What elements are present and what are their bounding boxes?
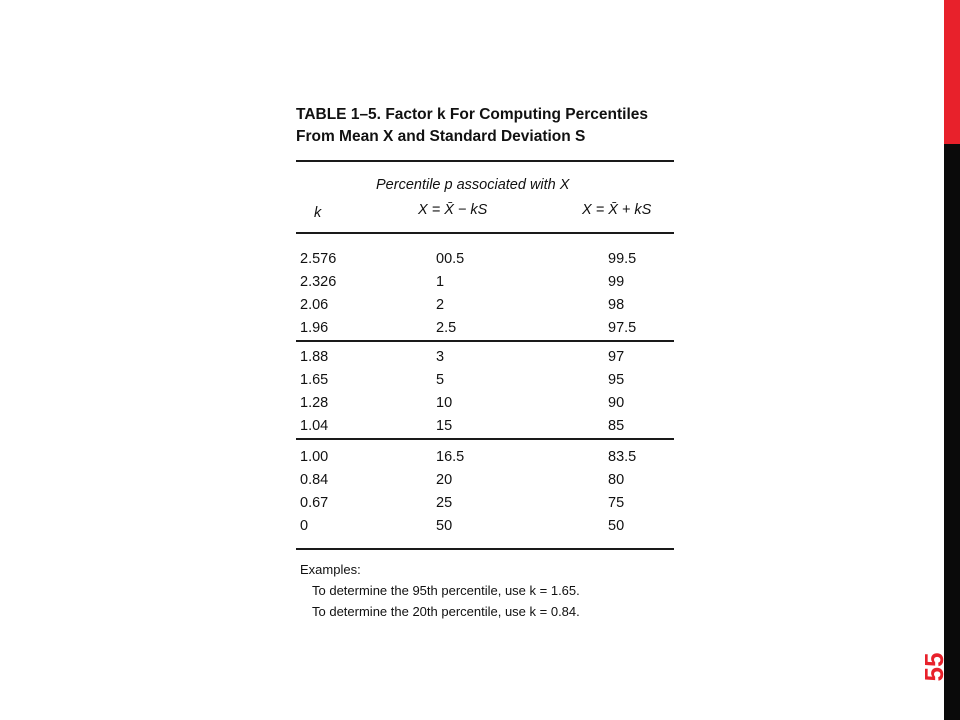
table-title-line-1 xyxy=(296,104,676,126)
examples-block xyxy=(300,559,580,622)
cell-k: 0 xyxy=(300,518,309,534)
cell-p-minus: 2 xyxy=(436,297,445,313)
cell-k: 1.88 xyxy=(300,349,329,365)
cell-p-minus: 00.5 xyxy=(436,251,465,267)
table-title-line-2: From Mean X and Standard Deviation S xyxy=(296,128,586,145)
cell-k: 1.28 xyxy=(300,395,329,411)
cell-p-plus: 85 xyxy=(608,418,625,434)
cell-k: 0.84 xyxy=(300,472,329,488)
cell-k: 0.67 xyxy=(300,495,329,511)
cell-k: 1.96 xyxy=(300,320,329,336)
cell-p-plus: 95 xyxy=(608,372,625,388)
header-col-minus: X = X̄ − kS xyxy=(418,202,488,218)
group-rule-1 xyxy=(296,340,674,342)
group-rule-2 xyxy=(296,438,674,440)
cell-p-plus: 75 xyxy=(608,495,625,511)
cell-k: 2.576 xyxy=(300,251,337,267)
header-col-plus: X = X̄ + kS xyxy=(582,202,652,218)
example-line-2: To determine the 20th percentile, use k = 0.84. xyxy=(312,604,580,619)
examples-label: Examples: xyxy=(300,562,361,577)
cell-p-plus: 50 xyxy=(608,518,625,534)
cell-p-minus: 16.5 xyxy=(436,449,465,465)
table-title xyxy=(296,104,676,148)
example-line-1: To determine the 95th percentile, use k = 1.65. xyxy=(312,583,580,598)
cell-p-minus: 5 xyxy=(436,372,445,388)
header-group-label: Percentile p associated with X xyxy=(376,177,570,193)
cell-p-minus: 25 xyxy=(436,495,453,511)
cell-k: 1.65 xyxy=(300,372,329,388)
cell-p-minus: 2.5 xyxy=(436,320,457,336)
cell-p-minus: 50 xyxy=(436,518,453,534)
cell-p-plus: 99.5 xyxy=(608,251,637,267)
cell-p-plus: 99 xyxy=(608,274,625,290)
cell-p-minus: 10 xyxy=(436,395,453,411)
cell-p-minus: 15 xyxy=(436,418,453,434)
cell-k: 2.06 xyxy=(300,297,329,313)
table-top-rule xyxy=(296,160,674,162)
cell-k: 2.326 xyxy=(300,274,337,290)
table-title-text: Factor k For Computing Percentiles xyxy=(385,106,648,123)
table-number: TABLE 1–5. xyxy=(296,106,381,123)
table-bottom-rule xyxy=(296,548,674,550)
cell-k: 1.04 xyxy=(300,418,329,434)
cell-p-plus: 97 xyxy=(608,349,625,365)
cell-k: 1.00 xyxy=(300,449,329,465)
cell-p-minus: 1 xyxy=(436,274,445,290)
cell-p-plus: 80 xyxy=(608,472,625,488)
cell-p-plus: 97.5 xyxy=(608,320,637,336)
slide-number: 55 xyxy=(919,652,949,682)
percentile-table-figure xyxy=(296,104,676,619)
cell-p-plus: 83.5 xyxy=(608,449,637,465)
header-rule xyxy=(296,232,674,234)
header-k: k xyxy=(314,205,322,221)
cell-p-plus: 90 xyxy=(608,395,625,411)
cell-p-minus: 20 xyxy=(436,472,453,488)
cell-p-plus: 98 xyxy=(608,297,625,313)
cell-p-minus: 3 xyxy=(436,349,445,365)
slide-accent-strip xyxy=(944,0,960,144)
